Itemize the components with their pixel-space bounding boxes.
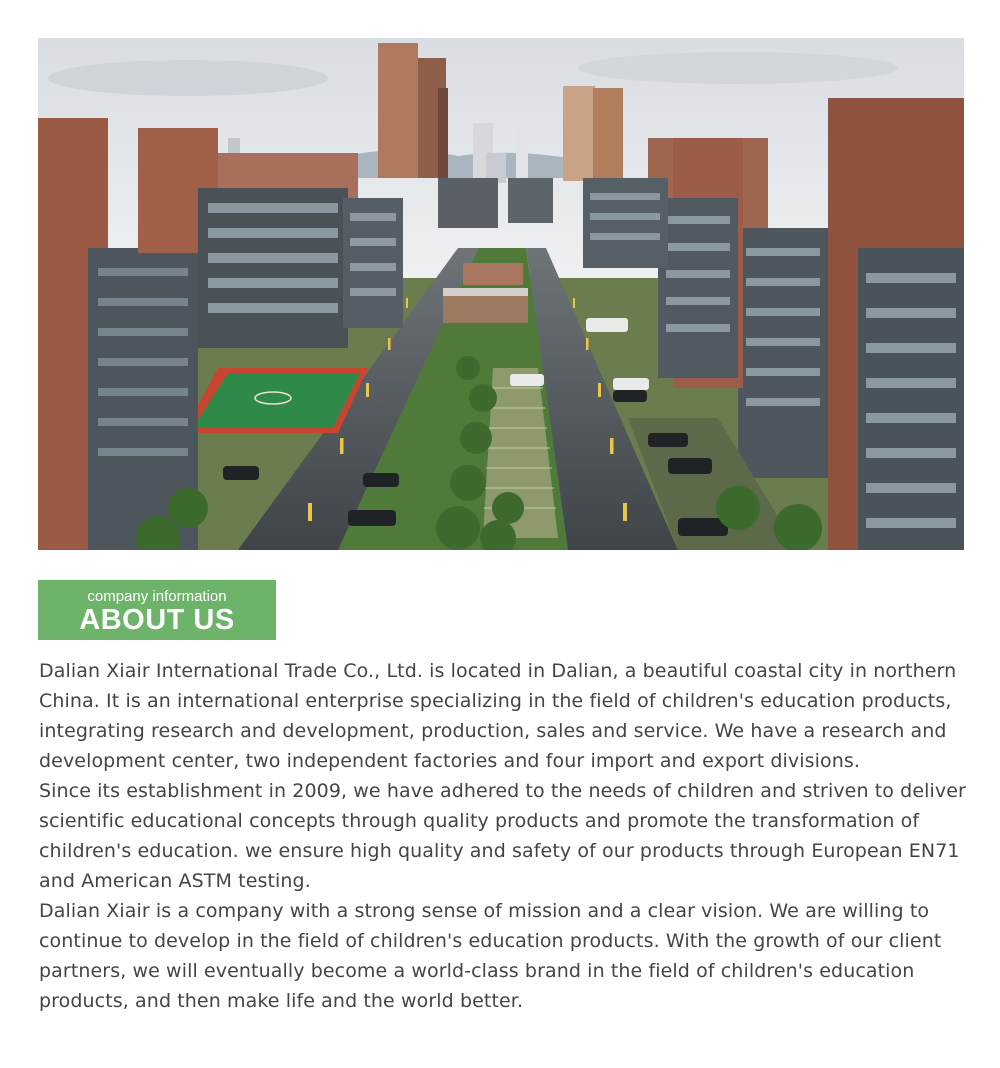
industrial-park-photo-icon	[38, 38, 964, 550]
about-paragraph: Dalian Xiair is a company with a strong sense of mission and a clear vision. We are willing to continue to develop in the field of children's education products. With the growth of our client partners, we will eventually become a world-class brand in the field of children's education products, and then make life and the world better.	[39, 900, 942, 1012]
hero-photo	[38, 38, 964, 550]
badge-subtitle: company information	[87, 588, 227, 605]
badge-title: ABOUT US	[79, 604, 235, 636]
about-us-badge	[38, 580, 276, 640]
about-paragraph: Since its establishment in 2009, we have adhered to the needs of children and striven to deliver scientific educational concepts through quality products and promote the transformation of children's education. we ensure high quality and safety of our products through European EN71 and American ASTM testing.	[39, 780, 966, 892]
about-text	[39, 656, 974, 1016]
about-paragraph: Dalian Xiair International Trade Co., Ltd. is located in Dalian, a beautiful coastal city in northern China. It is an international enterprise specializing in the field of children's education products, integrating research and development, production, sales and service. We have a research and development center, two independent factories and four import and export divisions.	[39, 660, 957, 772]
